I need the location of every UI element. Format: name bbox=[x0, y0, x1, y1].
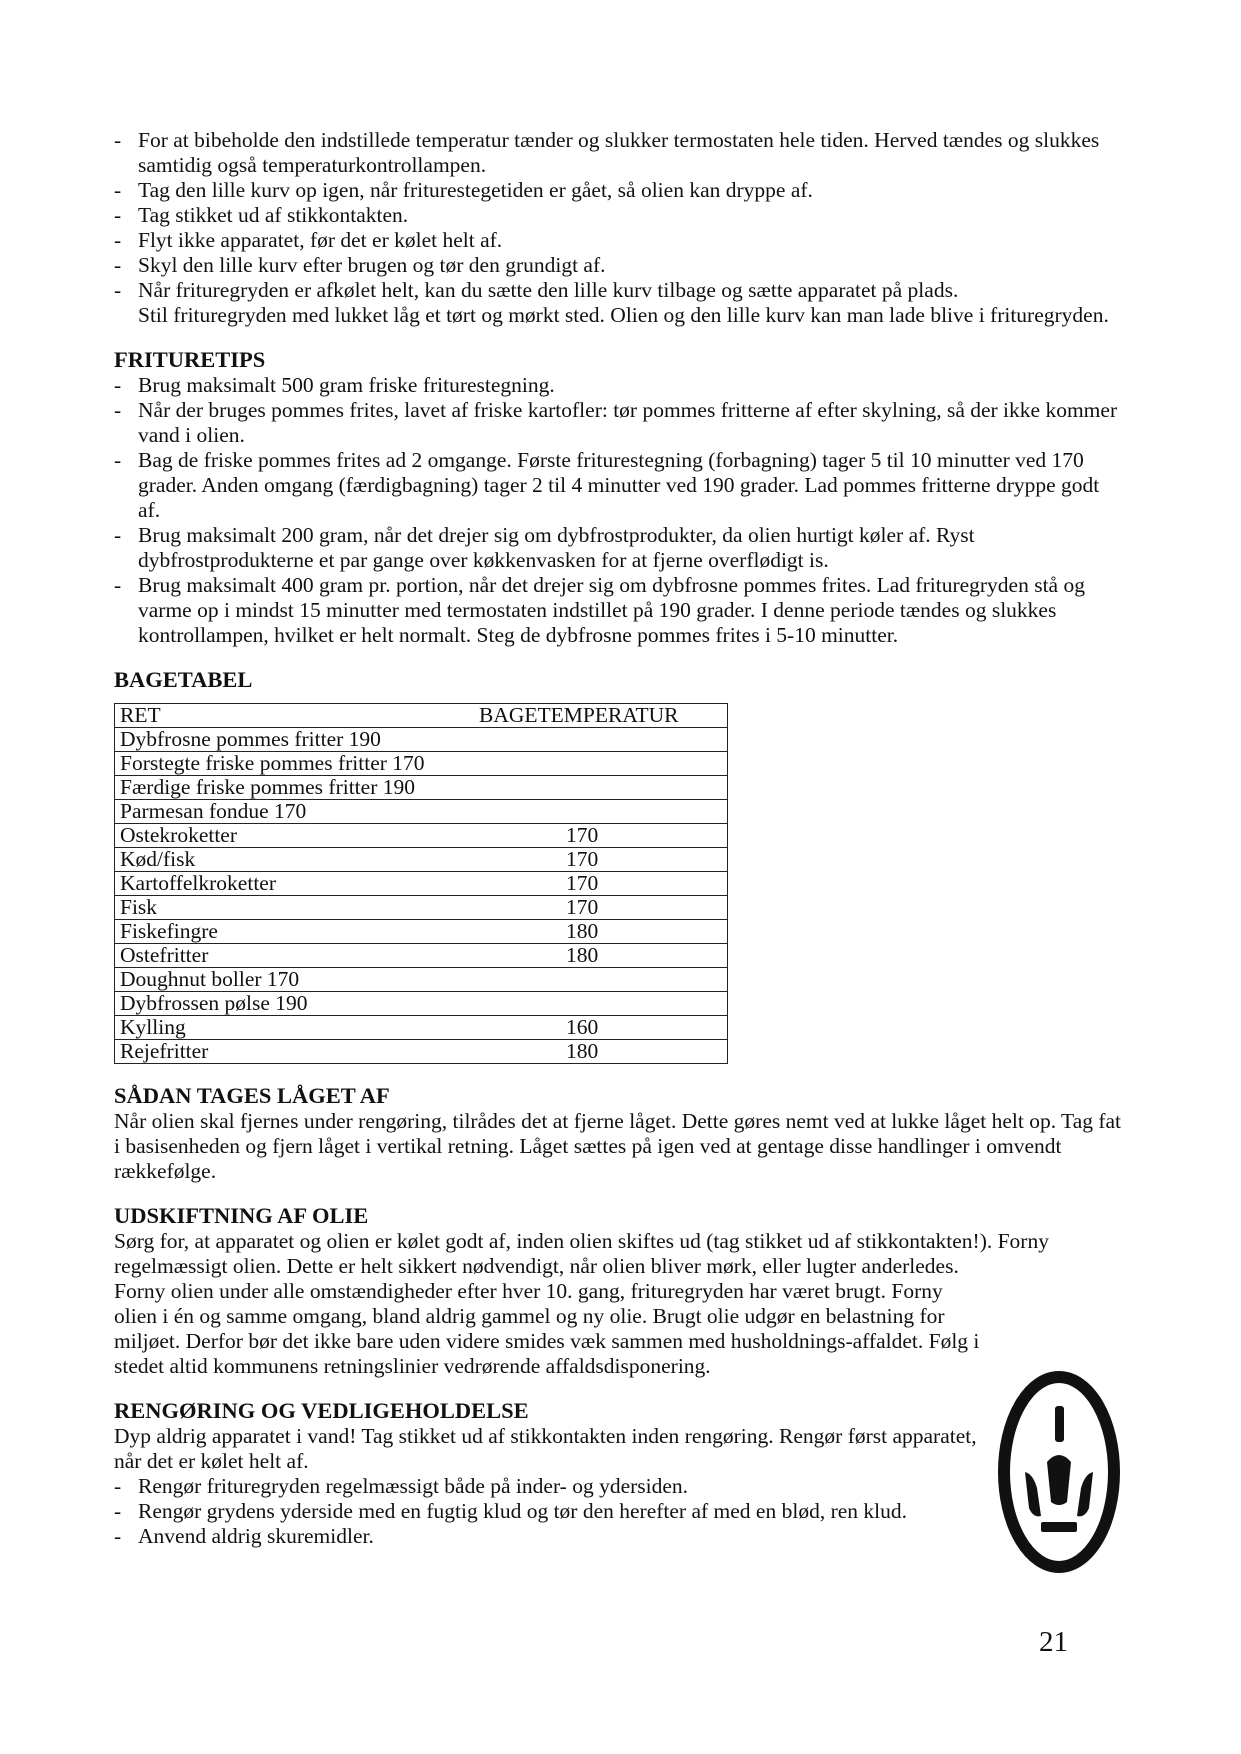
dish-name: Fiskefingre bbox=[120, 919, 218, 943]
table-row bbox=[115, 992, 728, 1016]
dish-temperature: 180 bbox=[566, 1039, 599, 1063]
table-cell bbox=[115, 872, 728, 896]
table-row bbox=[115, 800, 728, 824]
page-number: 21 bbox=[1039, 1626, 1068, 1658]
olie-text-2: Forny olien under alle omstændigheder efter hver 10. gang, frituregryden har været brugt. Forny olien i én og samme omgang, bland aldrig gammel og ny olie. Brugt olie udgør en belastning for miljøet. Derfor bør det ikke bare uden videre smides væk sammen med husholdnings-affaldet. Følg i stedet altid kommunens retningslinier vedrørende affaldsdisponering. bbox=[114, 1279, 980, 1378]
table-cell bbox=[115, 968, 728, 992]
col-ret-label: RET bbox=[120, 703, 161, 727]
dish-temperature: 170 bbox=[566, 823, 599, 847]
list-item: - Rengør frituregryden regelmæssigt både på inder- og ydersiden. bbox=[114, 1474, 1124, 1499]
dish-name: Forstegte friske pommes fritter 170 bbox=[120, 751, 425, 775]
dish-name: Færdige friske pommes fritter 190 bbox=[120, 775, 415, 799]
list-item: - Flyt ikke apparatet, før det er kølet helt af. bbox=[114, 228, 1124, 253]
table-cell bbox=[115, 824, 728, 848]
table-row bbox=[115, 872, 728, 896]
olie-text-1: Sørg for, at apparatet og olien er kølet godt af, inden olien skiftes ud (tag stikket ud af stikkontakten!). Forny regelmæssigt olien. Dette er helt sikkert nødvendigt, når olien bliver mørk, eller lugter anderledes. bbox=[114, 1229, 1049, 1278]
dish-temperature: 170 bbox=[566, 847, 599, 871]
table-row bbox=[115, 1016, 728, 1040]
rengoring-text: Dyp aldrig apparatet i vand! Tag stikket ud af stikkontakten inden rengøring. Rengør først apparatet, når det er kølet helt af. bbox=[114, 1424, 977, 1473]
bagetabel-table bbox=[114, 703, 728, 1064]
table-row bbox=[115, 1040, 728, 1064]
dish-name: Ostefritter bbox=[120, 943, 209, 967]
dish-name: Dybfrossen pølse 190 bbox=[120, 991, 308, 1015]
list-item: - For at bibeholde den indstillede temperatur tænder og slukker termostaten hele tiden. Herved tændes og slukkes samtidig også temperaturkontrollampen. bbox=[114, 128, 1124, 178]
rengoring-list bbox=[114, 1474, 1124, 1549]
dish-temperature: 170 bbox=[566, 871, 599, 895]
dish-name: Dybfrosne pommes fritter 190 bbox=[120, 727, 381, 751]
list-item: - Tag stikket ud af stikkontakten. bbox=[114, 203, 1124, 228]
list-item: - Skyl den lille kurv efter brugen og tør den grundigt af. bbox=[114, 253, 1124, 278]
dish-temperature: 170 bbox=[566, 895, 599, 919]
dish-name: Rejefritter bbox=[120, 1039, 209, 1063]
table-row bbox=[115, 776, 728, 800]
table-row bbox=[115, 944, 728, 968]
table-row bbox=[115, 728, 728, 752]
dish-name: Kylling bbox=[120, 1015, 186, 1039]
table-row bbox=[115, 848, 728, 872]
laag-heading: SÅDAN TAGES LÅGET AF bbox=[114, 1083, 390, 1108]
table-row bbox=[115, 824, 728, 848]
table-header-row bbox=[115, 704, 728, 728]
table-row bbox=[115, 968, 728, 992]
dish-temperature: 180 bbox=[566, 919, 599, 943]
table-cell bbox=[115, 896, 728, 920]
table-cell bbox=[115, 848, 728, 872]
dish-name: Kød/fisk bbox=[120, 847, 196, 871]
list-item: - Anvend aldrig skuremidler. bbox=[114, 1524, 1124, 1549]
list-item: - Rengør grydens yderside med en fugtig klud og tør den herefter af med en blød, ren klud. bbox=[114, 1499, 1124, 1524]
table-cell bbox=[115, 920, 728, 944]
bagetabel-heading: BAGETABEL bbox=[114, 667, 253, 692]
dish-name: Parmesan fondue 170 bbox=[120, 799, 307, 823]
rengoring-heading: RENGØRING OG VEDLIGEHOLDELSE bbox=[114, 1398, 529, 1423]
dish-temperature: 180 bbox=[566, 943, 599, 967]
list-item: - Brug maksimalt 200 gram, når det drejer sig om dybfrostprodukter, da olien hurtigt køler af. Ryst dybfrostprodukterne et par gange over køkkenvasken for at fjerne overflødigt is. bbox=[114, 523, 1124, 573]
table-cell bbox=[115, 1040, 728, 1064]
list-item: - Når der bruges pommes frites, lavet af friske kartofler: tør pommes fritterne af efter skylning, så der ikke kommer vand i olien. bbox=[114, 398, 1124, 448]
table-cell bbox=[115, 944, 728, 968]
table-cell bbox=[115, 728, 728, 752]
list-item: - Når frituregryden er afkølet helt, kan du sætte den lille kurv tilbage og sætte apparatet på plads. bbox=[114, 278, 1124, 303]
list-item: - Brug maksimalt 400 gram pr. portion, når det drejer sig om dybfrosne pommes frites. Lad frituregryden stå og varme op i mindst 15 minutter med termostaten indstillet på 190 grader. I denne periode tændes og slukkes kontrollampen, hvilket er helt normalt. Steg de dybfrosne pommes frites i 5-10 minutter. bbox=[114, 573, 1124, 648]
intro-continuation: Stil frituregryden med lukket låg et tørt og mørkt sted. Olien og den lille kurv kan man lade blive i frituregryden. bbox=[138, 303, 1109, 327]
table-cell bbox=[115, 752, 728, 776]
laag-text: Når olien skal fjernes under rengøring, tilrådes det at fjerne låget. Dette gøres nemt ved at lukke låget helt op. Tag fat i basisenheden og fjern låget i vertikal retning. Låget sættes på igen ved at gentage disse handlinger i omvendt rækkefølge. bbox=[114, 1109, 1122, 1183]
table-cell bbox=[115, 992, 728, 1016]
manual-page bbox=[114, 128, 1124, 1549]
table-cell bbox=[115, 1016, 728, 1040]
appliance-logo-icon bbox=[997, 1370, 1121, 1574]
frituretips-list bbox=[114, 373, 1124, 648]
olie-heading: UDSKIFTNING AF OLIE bbox=[114, 1203, 369, 1228]
table-row bbox=[115, 920, 728, 944]
table-header bbox=[115, 704, 728, 728]
frituretips-heading: FRITURETIPS bbox=[114, 347, 266, 372]
table-row bbox=[115, 896, 728, 920]
list-item: - Tag den lille kurv op igen, når friturestegetiden er gået, så olien kan dryppe af. bbox=[114, 178, 1124, 203]
dish-name: Doughnut boller 170 bbox=[120, 967, 300, 991]
dish-name: Ostekroketter bbox=[120, 823, 238, 847]
dish-temperature: 160 bbox=[566, 1015, 599, 1039]
table-row bbox=[115, 752, 728, 776]
dish-name: Kartoffelkroketter bbox=[120, 871, 277, 895]
list-item: - Bag de friske pommes frites ad 2 omgange. Første friturestegning (forbagning) tager 5 til 10 minutter ved 170 grader. Anden omgang (færdigbagning) tager 2 til 4 minutter ved 190 grader. Lad pommes fritterne dryppe godt af. bbox=[114, 448, 1124, 523]
dish-name: Fisk bbox=[120, 895, 158, 919]
intro-list bbox=[114, 128, 1124, 303]
list-item: - Brug maksimalt 500 gram friske friturestegning. bbox=[114, 373, 1124, 398]
table-cell bbox=[115, 800, 728, 824]
col-temp-label: BAGETEMPERATUR bbox=[479, 703, 679, 727]
table-cell bbox=[115, 776, 728, 800]
